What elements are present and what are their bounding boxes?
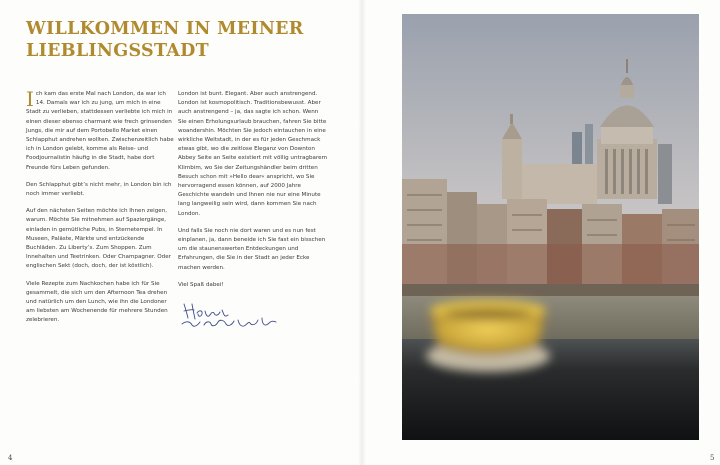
paragraph: Und falls Sie noch nie dort waren und es nun fest einplanen, ja, dann beneide ich Sie fast ein bisschen um die staunenswerten Entdeckungen und Erfahrungen, die Sie in der Stadt an jeder Ecke machen werden. [178, 227, 326, 271]
page-gutter [358, 0, 366, 465]
paragraph: Viel Spaß dabei! [178, 281, 224, 288]
london-skyline-illustration [402, 14, 699, 440]
title-line-2: LIEBLINGSSTADT [26, 41, 209, 61]
tower-icon [658, 144, 672, 204]
page-number-left: 4 [8, 454, 13, 462]
embankment [402, 284, 699, 296]
drop-cap: I [26, 87, 34, 111]
text-column-right [178, 90, 328, 332]
page-title [26, 18, 356, 62]
paragraph: Auf den nächsten Seiten möchte ich Ihnen zeigen, warum. Möchte Sie mitnehmen auf Spaziergänge, einladen in gemütliche Pubs, in Sternetempel. In Museen, Paläste, Märkte und entzückende Buchläden. Zu Liberty’s. Zum Shoppen. Zum Innehalten und Teetrinken. Oder Champagner. Oder englischen Sekt (doch, doch, der ist köstlich). [26, 208, 171, 270]
teacup-icon [426, 300, 550, 372]
photo-st-pauls-cathedral [402, 14, 699, 440]
paragraph-intro [26, 87, 176, 173]
signature-scribble [178, 298, 288, 332]
paragraph: London ist bunt. Elegant. Aber auch anstrengend. London ist kosmopolitisch. Traditionsbewusst. Aber auch anstrengend – ja, das sagte ich schon. Wenn Sie einen Erholungsurlaub brauchen, fahren Sie bitte woandershin. Möchten Sie jedoch eintauchen in eine wirkliche Weltstadt, in der es für jeden Geschmack etwas gibt, wo die zeitlose Eleganz von Downton Abbey Seite an Seite existiert mit völlig untragbarem Klimbim, wo Sie der Zeitungshändler beim dritten Besuch schon mit »Hello dear« anspricht, wo Sie hervorragend essen können, auf 2000 Jahre Geschichte wandeln und Ihnen nie nur eine Minute lang langweilig sein wird, dann kommen Sie nach London. [178, 91, 328, 217]
paragraph: Viele Rezepte zum Nachkochen habe ich für Sie gesammelt, die sich um den Afternoon Tea drehen und natürlich um den Lunch, wie ihn die Londoner am liebsten am Wochenende für mehrere Stunden zelebrieren. [26, 280, 168, 324]
text-column-left [26, 87, 176, 334]
title-line-1: WILLKOMMEN IN MEINER [26, 19, 304, 39]
paragraph: Den Schlapphut gibt’s nicht mehr, in London bin ich noch immer verliebt. [26, 181, 172, 198]
handwritten-signature [178, 298, 288, 332]
page-number-right: 5 [710, 454, 715, 462]
paragraph-intro-text: ch kam das erste Mal nach London, da war ich 14. Damals war ich zu jung, um mich in eine Stadt zu verlieben, stattdessen verliebte ich mich in einen dieser ebenso charmant wie frech grinsenden Jungs, die mir auf dem Portobello Market einen Schlapphut andrehen wollten. Zwischenzeitlich habe ich in London gelebt, komme als Reise- und Foodjournalistin häufig in die Stadt, habe dort Freunde fürs Leben gefunden. [26, 91, 174, 171]
